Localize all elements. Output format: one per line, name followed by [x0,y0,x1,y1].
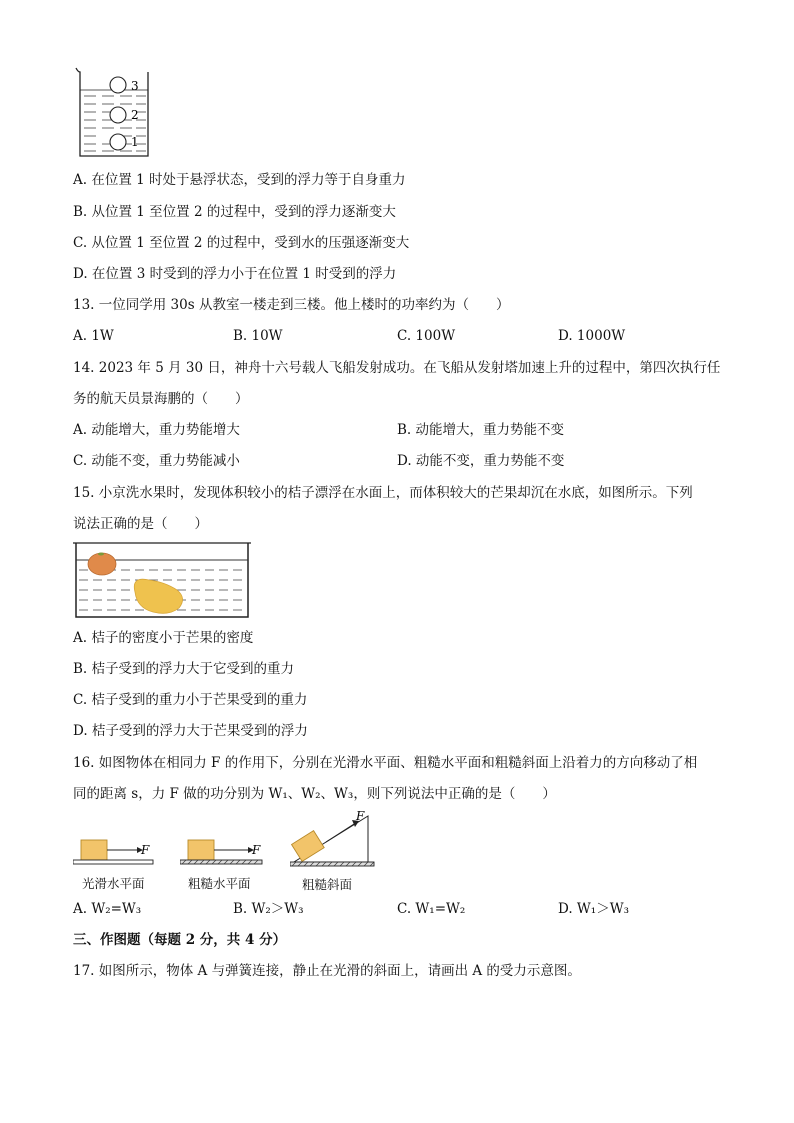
q15-stem-line2: 说法正确的是（ ） [73,516,208,532]
q13-option-b: B. 10W [233,328,283,344]
force-label-3: F [356,809,365,823]
q13-stem: 13. 一位同学用 30s 从教室一楼走到三楼。他上楼时的功率约为（ ） [73,297,510,313]
caption-rough: 粗糙水平面 [188,876,251,891]
q15-option-a: A. 桔子的密度小于芒果的密度 [73,630,254,646]
q14-stem-line2: 务的航天员景海鹏的（ ） [73,391,249,407]
rough-incline-figure [290,808,380,872]
q15-option-c: C. 桔子受到的重力小于芒果受到的重力 [73,692,308,708]
q15-option-b: B. 桔子受到的浮力大于它受到的重力 [73,661,295,677]
q12-option-d: D. 在位置 3 时受到的浮力小于在位置 1 时受到的浮力 [73,266,397,282]
q13-option-a: A. 1W [73,328,114,344]
ball-label-3: 3 [131,79,139,93]
force-label-2: F [252,843,261,857]
mango-icon [134,579,182,613]
section-3-title: 三、作图题（每题 2 分，共 4 分） [73,932,287,948]
q14-stem-line1: 14. 2023 年 5 月 30 日，神舟十六号载人飞船发射成功。在飞船从发射塔加速上升的过程中，第四次执行任 [73,360,721,376]
caption-smooth: 光滑水平面 [82,876,145,891]
q13-option-d: D. 1000W [558,328,626,344]
ball-label-2: 2 [131,108,139,122]
q16-option-a: A. W₂=W₃ [73,901,142,917]
q14-option-a: A. 动能增大，重力势能增大 [73,422,240,438]
q14-option-b: B. 动能增大，重力势能不变 [397,422,565,438]
q16-stem-line1: 16. 如图物体在相同力 F 的作用下，分别在光滑水平面、粗糙水平面和粗糙斜面上沿着力的方向移动了相 [73,755,698,771]
smooth-surface-figure [73,836,163,870]
q15-stem-line1: 15. 小京洗水果时，发现体积较小的桔子漂浮在水面上，而体积较大的芒果却沉在水底，如图所示。下列 [73,485,693,501]
q12-option-a: A. 在位置 1 时处于悬浮状态，受到的浮力等于自身重力 [73,172,406,188]
q14-option-d: D. 动能不变，重力势能不变 [397,453,565,469]
q16-option-b: B. W₂＞W₃ [233,901,304,917]
caption-incline: 粗糙斜面 [302,877,353,892]
beaker-figure [74,66,154,158]
q12-option-b: B. 从位置 1 至位置 2 的过程中，受到的浮力逐渐变大 [73,204,396,220]
ball-label-1: 1 [131,135,139,149]
q12-option-c: C. 从位置 1 至位置 2 的过程中，受到水的压强逐渐变大 [73,235,410,251]
orange-icon [88,553,116,575]
rough-surface-figure [180,836,270,870]
q16-option-d: D. W₁＞W₃ [558,901,630,917]
q15-option-d: D. 桔子受到的浮力大于芒果受到的浮力 [73,723,308,739]
fruit-tank-figure [73,540,251,620]
q16-option-c: C. W₁=W₂ [397,901,466,917]
force-label-1: F [141,843,150,857]
q16-stem-line2: 同的距离 s，力 F 做的功分别为 W₁、W₂、W₃，则下列说法中正确的是（ ） [73,786,556,802]
q14-option-c: C. 动能不变，重力势能减小 [73,453,240,469]
q17-stem: 17. 如图所示，物体 A 与弹簧连接，静止在光滑的斜面上，请画出 A 的受力示意图。 [73,963,581,979]
q13-option-c: C. 100W [397,328,456,344]
